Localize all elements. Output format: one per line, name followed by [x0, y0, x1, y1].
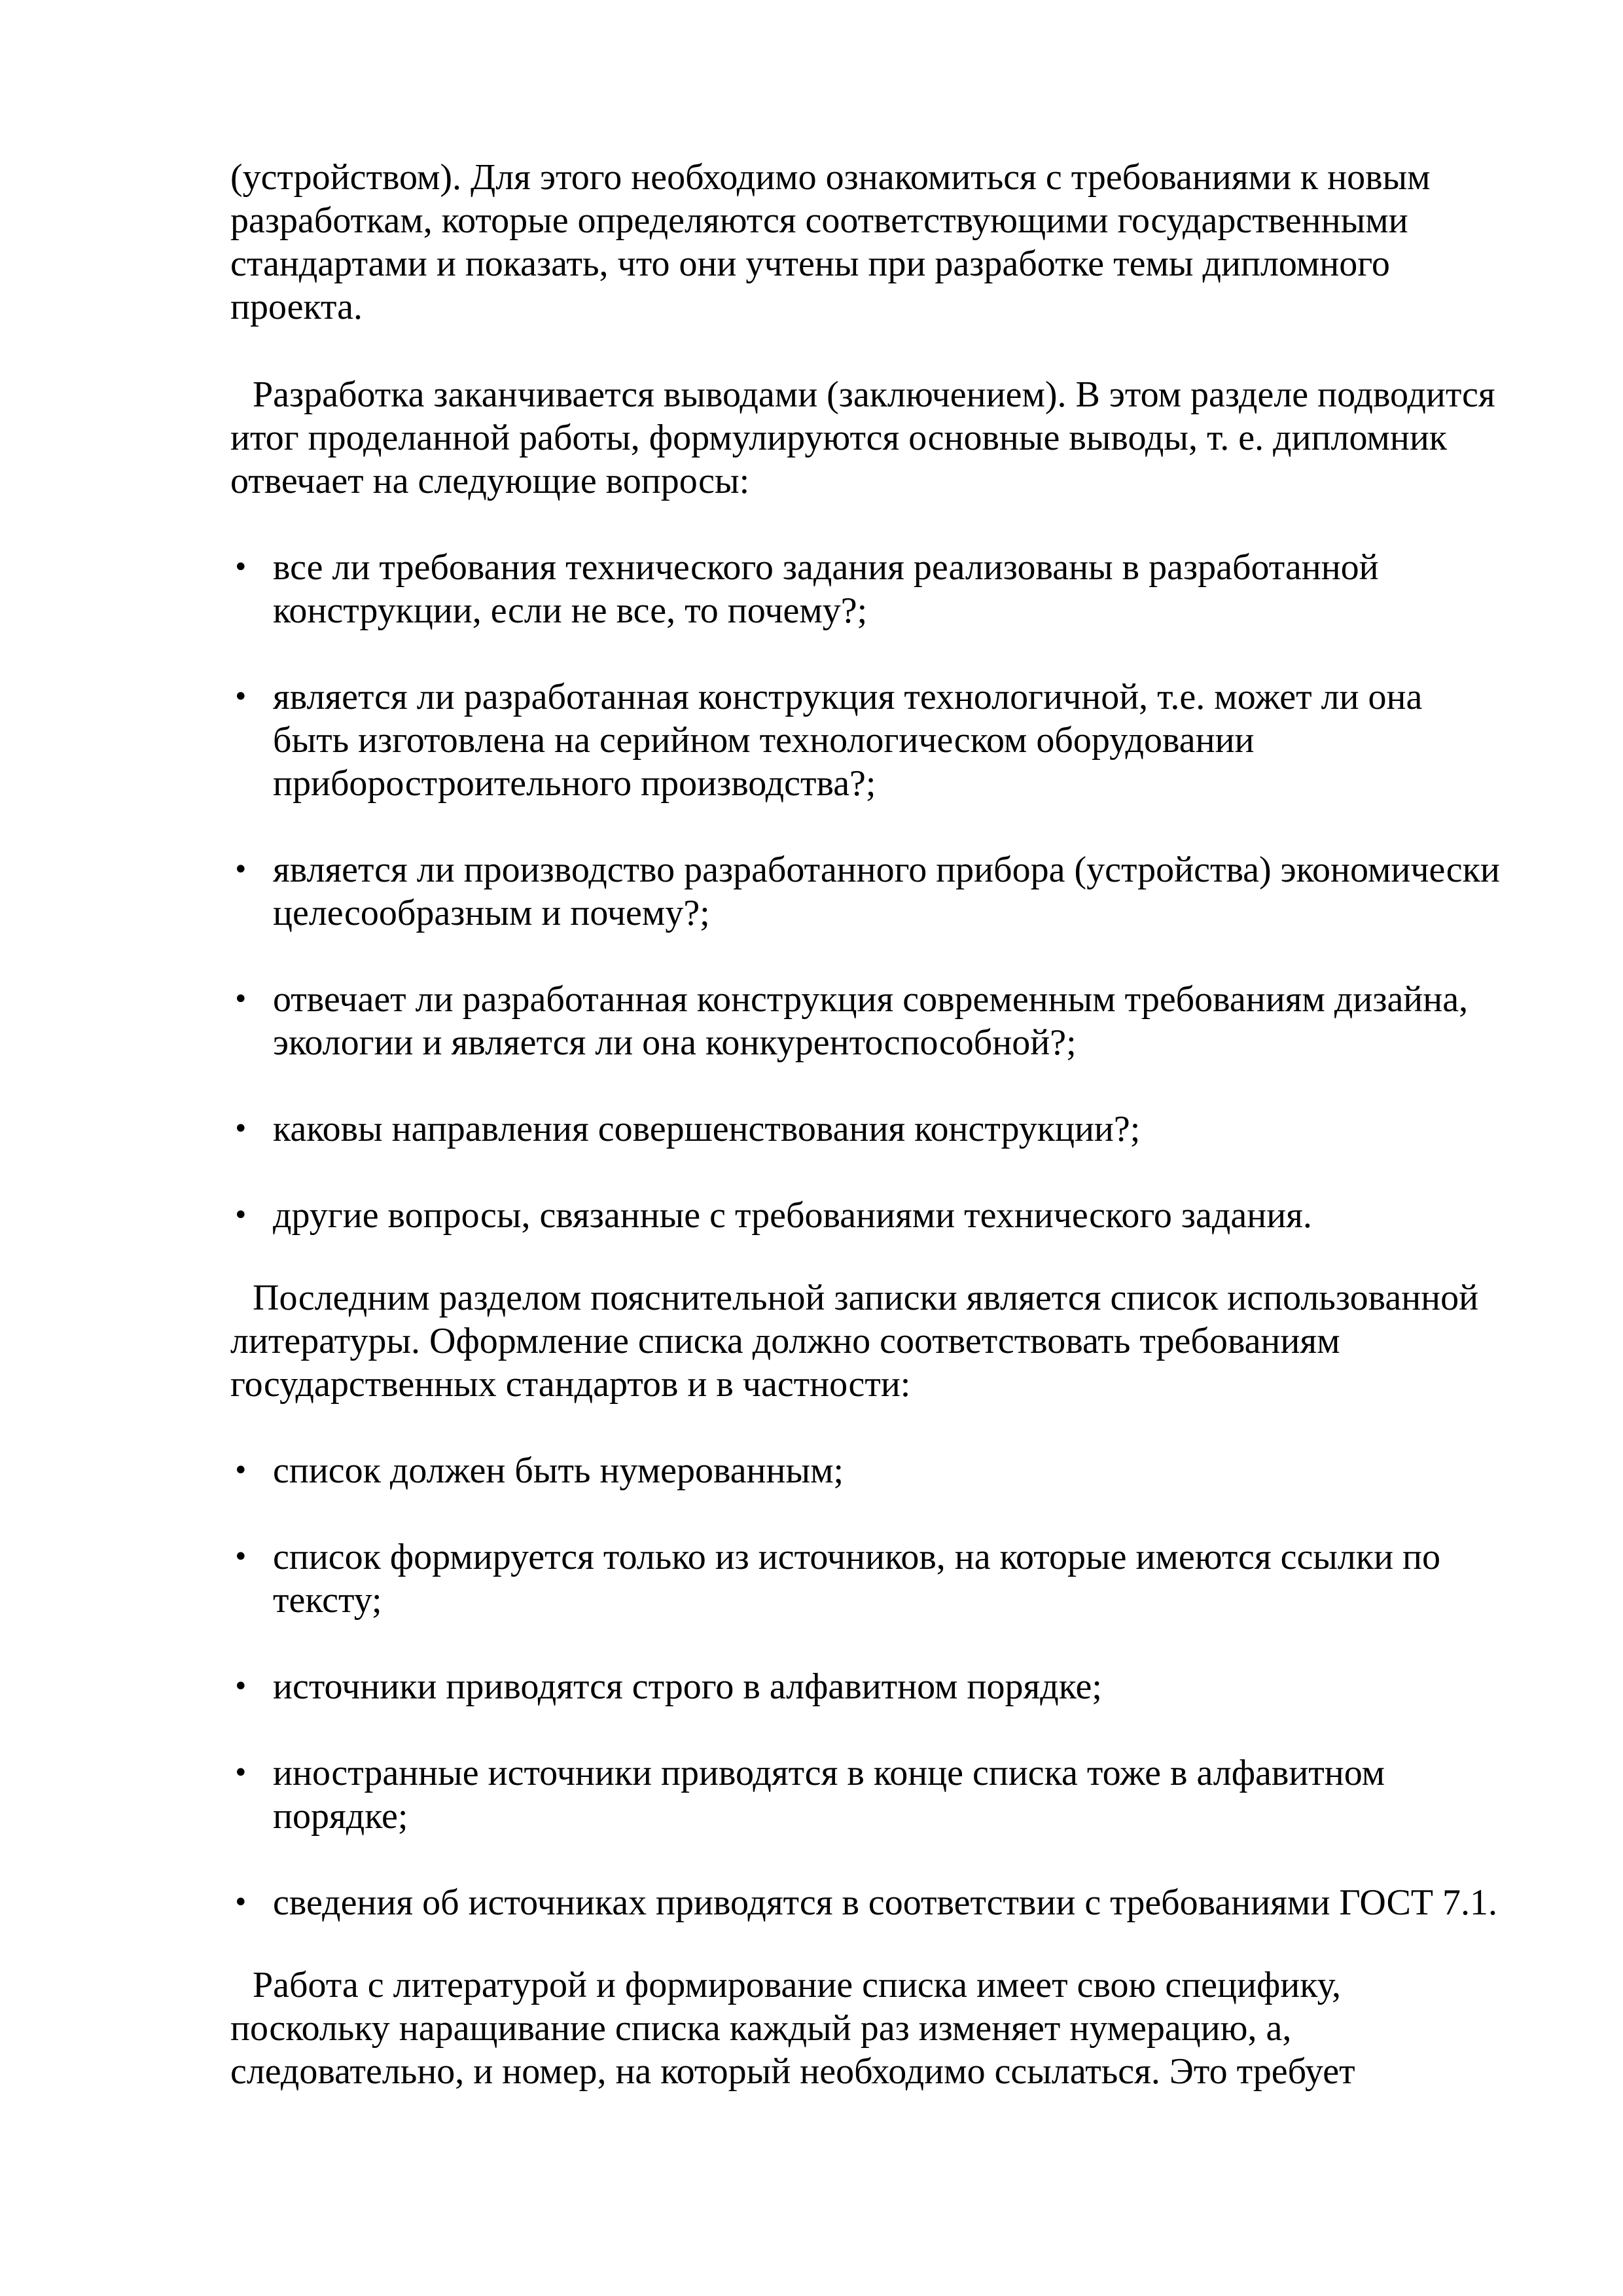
list-item [230, 1665, 1507, 1708]
bullet-icon: • [233, 1888, 249, 1918]
bullet-icon: • [233, 1200, 249, 1230]
list-item [230, 1107, 1507, 1151]
bullet-icon: • [233, 1672, 249, 1702]
bullet-icon: • [233, 552, 249, 583]
bullet-icon: • [233, 855, 249, 885]
bullet-icon: • [233, 984, 249, 1014]
list-item-text: все ли требования технического задания реализованы в разработанной конструкции, если не все, то почему?; [273, 547, 1379, 631]
list-item-text: список формируется только из источников, на которые имеются ссылки по тексту; [273, 1537, 1441, 1621]
conclusion-paragraph: Разработка заканчивается выводами (заключением). В этом разделе подводится итог проделанной работы, формулируются основные выводы, т. е. дипломник отвечает на следующие вопросы: [230, 374, 1495, 501]
list-item-text: источники приводятся строго в алфавитном порядке; [273, 1666, 1102, 1707]
list-item-text: является ли разработанная конструкция технологичной, т.е. может ли она быть изготовлена на серийном технологическом оборудовании приборостроительного производства?; [273, 677, 1423, 804]
list-item [230, 1881, 1507, 1924]
list-item [230, 675, 1507, 805]
list-item [230, 1751, 1507, 1838]
references-paragraph: Последним разделом пояснительной записки является список использованной литературы. Оформление списка должно соответствовать требованиям государственных стандартов и в частности: [230, 1278, 1479, 1405]
list-item-text: каковы направления совершенствования конструкции?; [273, 1109, 1141, 1149]
list-item-text: является ли производство разработанного прибора (устройства) экономически целесообразным и почему?; [273, 850, 1500, 933]
list-item [230, 978, 1507, 1064]
bullet-icon: • [233, 1542, 249, 1572]
list-item [230, 1449, 1507, 1492]
list-item [230, 1535, 1507, 1622]
conclusion-questions-list [230, 546, 1507, 1237]
list-item [230, 1194, 1507, 1237]
document-body [230, 156, 1507, 2136]
list-item-text: список должен быть нумерованным; [273, 1450, 844, 1491]
list-item-text: отвечает ли разработанная конструкция современным требованиям дизайна, экологии и является ли она конкурентоспособной?; [273, 979, 1469, 1063]
bullet-icon: • [233, 1114, 249, 1144]
reference-rules-list [230, 1449, 1507, 1924]
list-item-text: сведения об источниках приводятся в соответствии с требованиями ГОСТ 7.1. [273, 1882, 1497, 1923]
bullet-icon: • [233, 1758, 249, 1788]
bullet-icon: • [233, 682, 249, 712]
list-item [230, 848, 1507, 935]
list-item [230, 546, 1507, 632]
bullet-icon: • [233, 1456, 249, 1486]
closing-paragraph: Работа с литературой и формирование списка имеет свою специфику, поскольку наращивание списка каждый раз изменяет нумерацию, а, следовательно, и номер, на который необходимо ссылаться. Это требует [230, 1965, 1355, 2092]
list-item-text: другие вопросы, связанные с требованиями технического задания. [273, 1195, 1312, 1236]
list-item-text: иностранные источники приводятся в конце списка тоже в алфавитном порядке; [273, 1753, 1385, 1837]
intro-continuation-paragraph: (устройством). Для этого необходимо ознакомиться с требованиями к новым разработкам, которые определяются соответствующими государственными стандартами и показать, что они учтены при разработке темы дипломного проекта. [230, 157, 1431, 327]
